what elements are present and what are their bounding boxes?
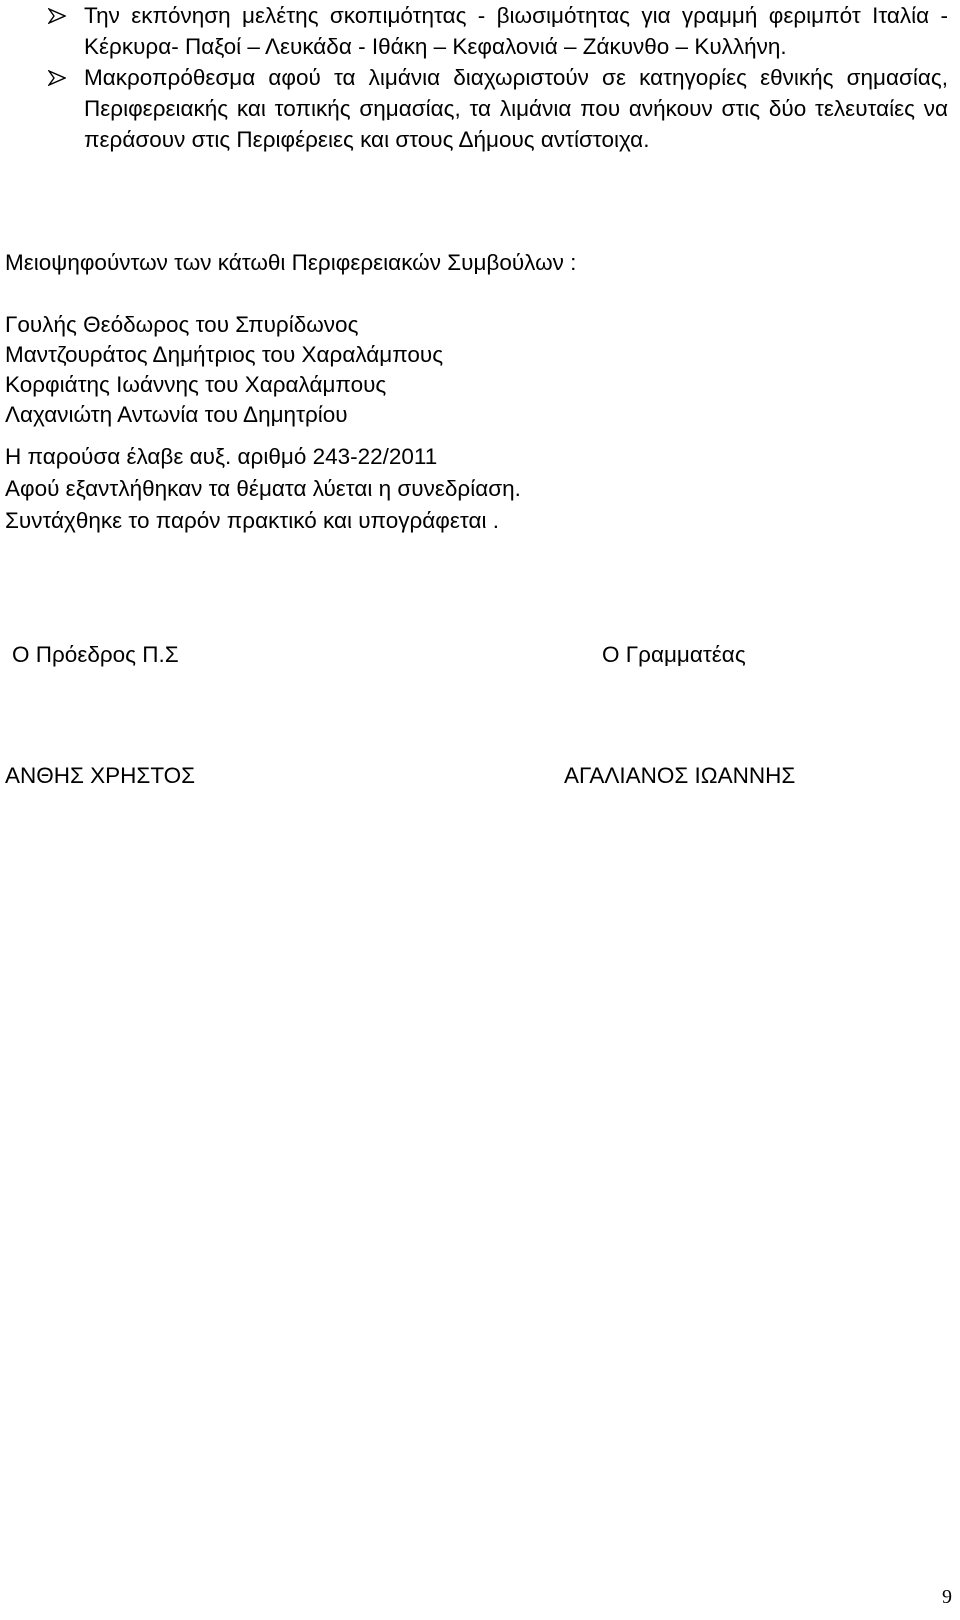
member-name: Λαχανιώτη Αντωνία του Δημητρίου — [5, 402, 348, 427]
bullet-item-ferry-study — [48, 0, 948, 62]
dissenting-members-list — [5, 310, 443, 430]
bullet-item-port-classification — [48, 62, 948, 155]
bullet-text: Μακροπρόθεσμα αφού τα λιμάνια διαχωριστούν σε κατηγορίες εθνικής σημασίας, Περιφερειακής και τοπικής σημασίας, τα λιμάνια που ανήκουν στις δύο τελευταίες να περάσουν στις Περιφέρειες και στους Δήμους αντίστοιχα. — [84, 65, 948, 152]
secretary-name: ΑΓΑΛΙΑΝΟΣ ΙΩΑΝΝΗΣ — [564, 763, 796, 788]
president-title: Ο Πρόεδρος Π.Σ — [12, 642, 179, 667]
signed-line: Συντάχθηκε το παρόν πρακτικό και υπογράφεται . — [5, 508, 499, 533]
session-closed-line: Αφού εξαντλήθηκαν τα θέματα λύεται η συνεδρίαση. — [5, 476, 521, 501]
bullet-list — [48, 0, 948, 155]
decision-number-line: Η παρούσα έλαβε αυξ. αριθμό 243-22/2011 — [5, 444, 438, 469]
member-name: Γουλής Θεόδωρος του Σπυρίδωνος — [5, 312, 359, 337]
secretary-title: Ο Γραμματέας — [602, 642, 746, 667]
arrowhead-bullet-icon — [48, 62, 84, 86]
dissent-heading: Μειοψηφούντων των κάτωθι Περιφερειακών Συμβούλων : — [5, 250, 577, 275]
president-name: ΑΝΘΗΣ ΧΡΗΣΤΟΣ — [5, 763, 196, 788]
closing-block — [5, 441, 521, 537]
member-name: Κορφιάτης Ιωάννης του Χαραλάμπους — [5, 372, 387, 397]
page-number: 9 — [942, 1586, 952, 1608]
arrowhead-bullet-icon — [48, 0, 84, 24]
member-name: Μαντζουράτος Δημήτριος του Χαραλάμπους — [5, 342, 444, 367]
bullet-text: Την εκπόνηση μελέτης σκοπιμότητας - βιωσιμότητας για γραμμή φεριμπότ Ιταλία - Κέρκυρα- Παξοί – Λευκάδα - Ιθάκη – Κεφαλονιά – Ζάκυνθο – Κυλλήνη. — [84, 3, 948, 59]
